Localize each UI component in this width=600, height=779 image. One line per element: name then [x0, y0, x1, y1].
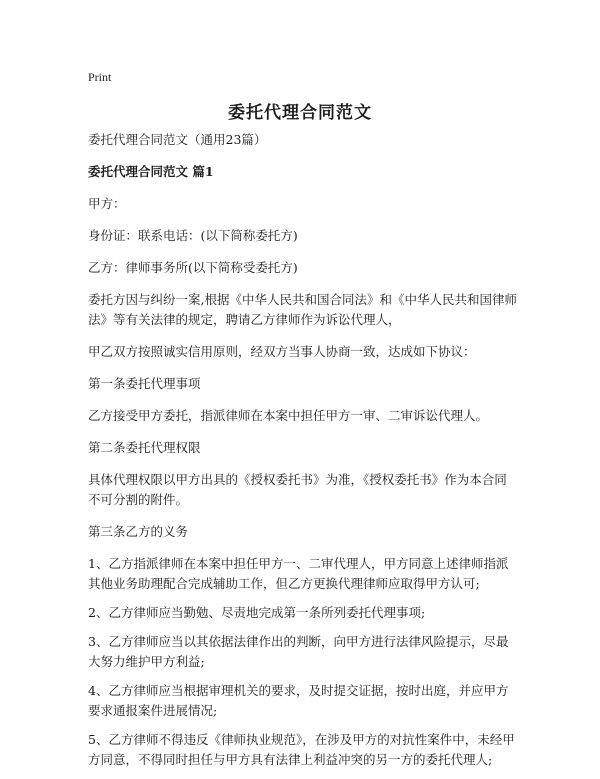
- obligation-item-4: 4、乙方律师应当根据审理机关的要求，及时提交证据，按时出庭，并应甲方要求通报案件进展情况;: [88, 683, 509, 718]
- paragraph-preamble: 委托方因与纠纷一案,根据《中华人民共和国合同法》和《中华人民共和国律师法》等有关法律的规定，聘请乙方律师作为诉讼代理人，: [88, 292, 517, 327]
- paragraph-party-a: 甲方：: [88, 196, 126, 211]
- obligation-item-3: 3、乙方律师应当以其依据法律作出的判断，向甲方进行法律风险提示，尽最大努力维护甲方利益;: [88, 634, 509, 669]
- article-1-body: 乙方接受甲方委托，指派律师在本案中担任甲方一审、二审诉讼代理人。: [88, 408, 489, 423]
- obligation-item-1: 1、乙方指派律师在本案中担任甲方一、二审代理人，甲方同意上述律师指派其他业务助理配合完成辅助工作，但乙方更换代理律师应取得甲方认可;: [88, 556, 509, 591]
- article-2-body: 具体代理权限以甲方出具的《授权委托书》为准，《授权委托书》作为本合同不可分割的附件。: [88, 472, 507, 507]
- print-link[interactable]: Print: [88, 70, 112, 84]
- obligation-item-2: 2、乙方律师应当勤勉、尽责地完成第一条所列委托代理事项;: [88, 605, 426, 620]
- article-3-heading: 第三条乙方的义务: [88, 524, 189, 539]
- page-title: 委托代理合同范文: [228, 103, 372, 123]
- paragraph-party-b: 乙方：律师事务所(以下简称受委托方): [88, 260, 298, 275]
- article-1-heading: 第一条委托代理事项: [88, 376, 201, 391]
- document-subtitle: 委托代理合同范文（通用23篇）: [88, 132, 267, 147]
- section-heading: 委托代理合同范文 篇1: [88, 164, 214, 179]
- paragraph-party-a-id: 身份证：联系电话：(以下简称委托方): [88, 228, 298, 243]
- obligation-item-5: 5、乙方律师不得违反《律师执业规范》，在涉及甲方的对抗性案件中，未经甲方同意，不得同时担任与甲方具有法律上利益冲突的另一方的委托代理人;: [88, 732, 515, 767]
- paragraph-agreement: 甲乙双方按照诚实信用原则，经双方当事人协商一致，达成如下协议：: [88, 344, 476, 359]
- document-body: [88, 130, 518, 779]
- article-2-heading: 第二条委托代理权限: [88, 440, 201, 455]
